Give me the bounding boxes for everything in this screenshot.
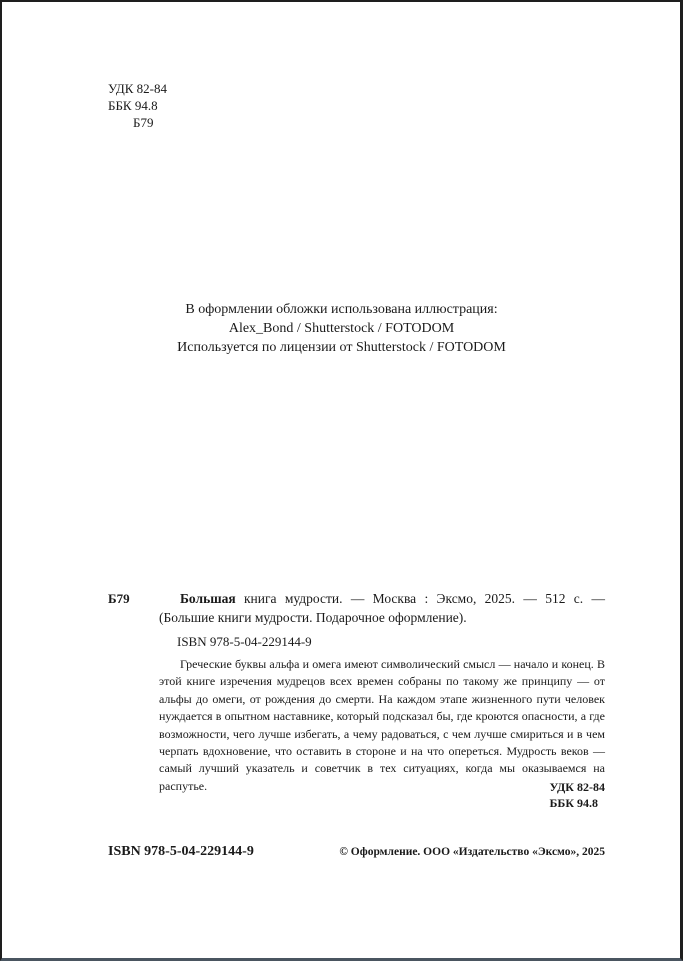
copyright-notice: © Оформление. ООО «Издательство «Эксмо», 2025: [339, 846, 605, 858]
catalog-title-rest: книга мудрости. — Москва : Эксмо, 2025. — 512 с. —: [235, 591, 605, 606]
catalog-classification: [549, 779, 605, 811]
credits-line-3: Используется по лицензии от Shutterstock / FOTODOM: [177, 340, 506, 355]
credits-line-1: В оформлении обложки использована иллюстрация:: [185, 302, 498, 317]
footer-isbn: ISBN 978-5-04-229144-9: [108, 844, 254, 859]
catalog-title-bold: Большая: [180, 591, 236, 606]
author-sign: Б79: [133, 115, 154, 130]
top-classification: [108, 80, 167, 131]
credits-line-2: Alex_Bond / Shutterstock / FOTODOM: [228, 321, 455, 336]
catalog-series: (Большие книги мудрости. Подарочное оформление).: [159, 610, 467, 625]
bbk-code: ББК 94.8: [108, 98, 158, 113]
catalog-title-line: [159, 589, 605, 608]
catalog-bbk: ББК 94.8: [549, 796, 599, 810]
catalog-card-heading: [159, 589, 605, 627]
catalog-udk: УДК 82-84: [549, 780, 605, 794]
catalog-card-code: Б79: [108, 591, 130, 606]
catalog-isbn: ISBN 978-5-04-229144-9: [177, 634, 312, 649]
udk-code: УДК 82-84: [108, 81, 168, 96]
abstract-text: Греческие буквы альфа и омега имеют символический смысл — начало и конец. В этой книге изречения мудрецов всех времен собраны по такому же принципу — от альфы до омеги, от рождения до смерти. На каждом этапе жизненного пути человек нуждается в опытном наставнике, который подсказал бы, где кроются опасности, а где возможности, чего лучше избегать, а чему радоваться, с чем лучше смириться и в чем черпать вдохновение, что оставить в стороне и на что опереться. Мудрость веков — самый лучший указатель и советчик в тех ситуациях, когда мы оказываемся на распутье.: [159, 657, 605, 793]
catalog-abstract: [159, 656, 605, 795]
cover-credits: [0, 300, 683, 357]
